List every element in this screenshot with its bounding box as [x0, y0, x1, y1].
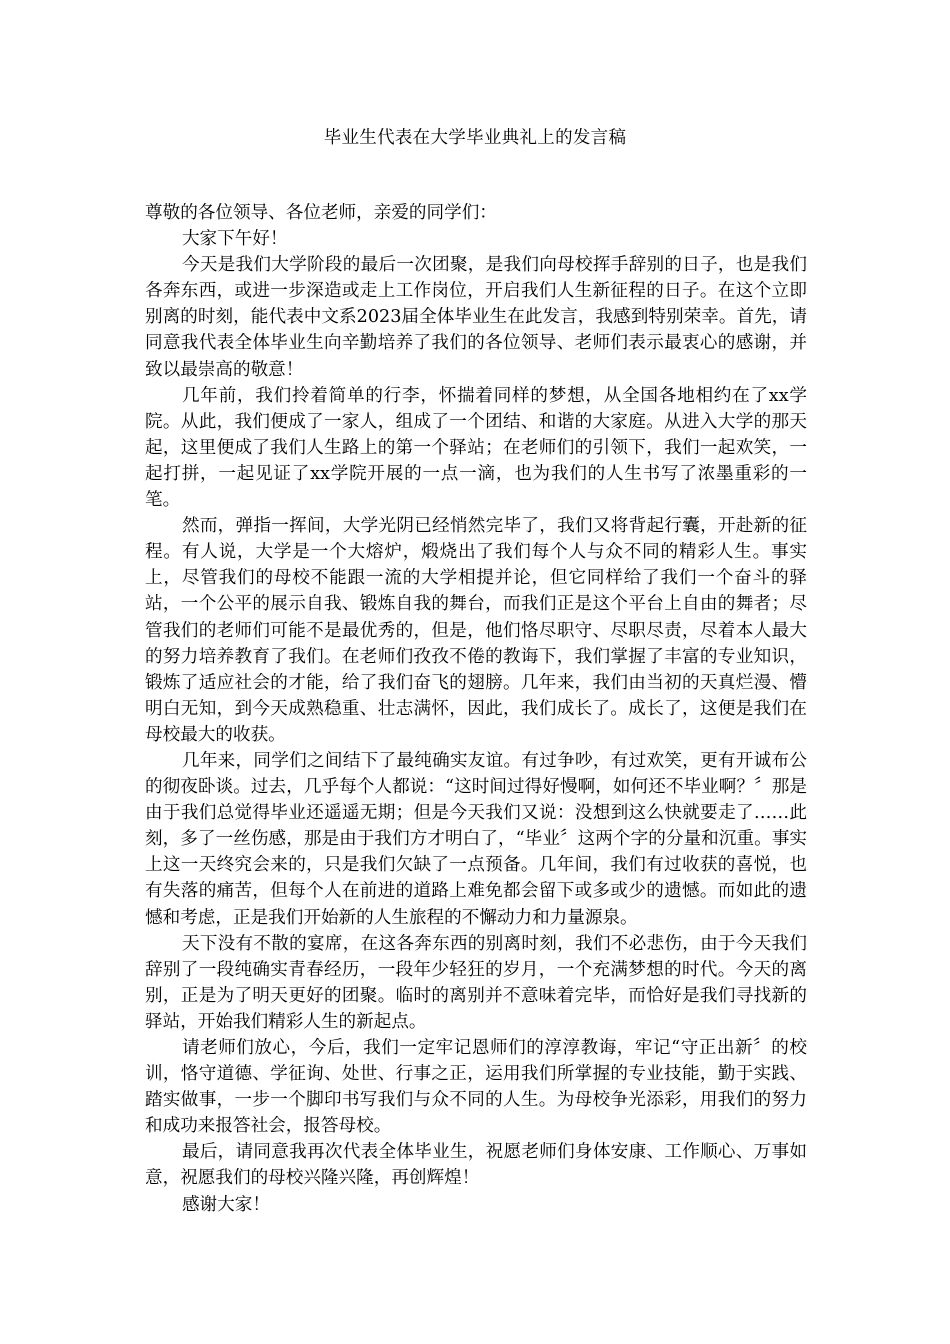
salutation: 尊敬的各位领导、各位老师，亲爱的同学们： — [145, 203, 497, 223]
paragraph: 最后，请同意我再次代表全体毕业生，祝愿老师们身体安康、工作顺心、万事如意，祝愿我们的母校兴隆兴隆，再创辉煌！ — [145, 1142, 807, 1189]
paragraph: 请老师们放心，今后，我们一定牢记恩师们的淳淳教诲，牢记“守正出新〞的校训，恪守道德、学征询、处世、行事之正，运用我们所掌握的专业技能，勤于实践、踏实做事，一步一个脚印书写我们与众不同的人生。为母校争光添彩，用我们的努力和成功来报答社会，报答母校。 — [145, 1038, 807, 1137]
paragraph: 然而，弹指一挥间，大学光阴已经悄然完毕了，我们又将背起行囊，开赴新的征程。有人说，大学是一个大熔炉，煅烧出了我们每个人与众不同的精彩人生。事实上，尽管我们的母校不能跟一流的大学相提并论，但它同样给了我们一个奋斗的驿站，一个公平的展示自我、锻炼自我的舞台，而我们正是这个平台上自由的舞者；尽管我们的老师们可能不是最优秀的，但是，他们恪尽职守、尽职尽责，尽着本人最大的努力培养教育了我们。在老师们孜孜不倦的教诲下，我们掌握了丰富的专业知识，锻炼了适应社会的才能，给了我们奋飞的翅膀。几年来，我们由当初的天真烂漫、懵明白无知，到今天成熟稳重、壮志满怀，因此，我们成长了。成长了，这便是我们在母校最大的收获。 — [145, 516, 807, 745]
paragraph-greeting: 大家下午好！ — [181, 229, 288, 250]
document-title: 毕业生代表在大学毕业典礼上的发言稿 — [323, 128, 627, 148]
paragraph-closing: 感谢大家！ — [181, 1194, 270, 1215]
paragraph: 几年前，我们拎着简单的行李，怀揣着同样的梦想，从全国各地相约在了xx学院。从此，我们便成了一家人，组成了一个团结、和谐的大家庭。从进入大学的那天起，这里便成了我们人生路上的第一个驿站；在老师们的引领下，我们一起欢笑，一起打拼，一起见证了xx学院开展的一点一滴，也为我们的人生书写了浓墨重彩的一笔。 — [145, 385, 807, 511]
document-body — [145, 200, 807, 1218]
paragraph: 今天是我们大学阶段的最后一次团聚，是我们向母校挥手辞别的日子，也是我们各奔东西，或进一步深造或走上工作岗位，开启我们人生新征程的日子。在这个立即别离的时刻，能代表中文系2023届全体毕业生在此发言，我感到特别荣幸。首先，请同意我代表全体毕业生向辛勤培养了我们的各位领导、老师们表示最衷心的感谢，并致以最崇高的敬意！ — [145, 255, 807, 380]
paragraph: 几年来，同学们之间结下了最纯确实友谊。有过争吵，有过欢笑，更有开诚布公的彻夜卧谈。过去，几乎每个人都说：“这时间过得好慢啊，如何还不毕业啊？〞那是由于我们总觉得毕业还遥遥无期；但是今天我们又说：没想到这么快就要走了……此刻，多了一丝伤感，那是由于我们方才明白了，“毕业〞这两个字的分量和沉重。事实上这一天终究会来的，只是我们欠缺了一点预备。几年间，我们有过收获的喜悦，也有失落的痛苦，但每个人在前进的道路上难免都会留下或多或少的遗憾。而如此的遗憾和考虑，正是我们开始新的人生旅程的不懈动力和力量源泉。 — [145, 750, 807, 928]
paragraph: 天下没有不散的宴席，在这各奔东西的别离时刻，我们不必悲伤，由于今天我们辞别了一段纯确实青春经历，一段年少轻狂的岁月，一个充满梦想的时代。今天的离别，正是为了明天更好的团聚。临时的离别并不意味着完毕，而恰好是我们寻找新的驿站，开始我们精彩人生的新起点。 — [145, 933, 807, 1032]
